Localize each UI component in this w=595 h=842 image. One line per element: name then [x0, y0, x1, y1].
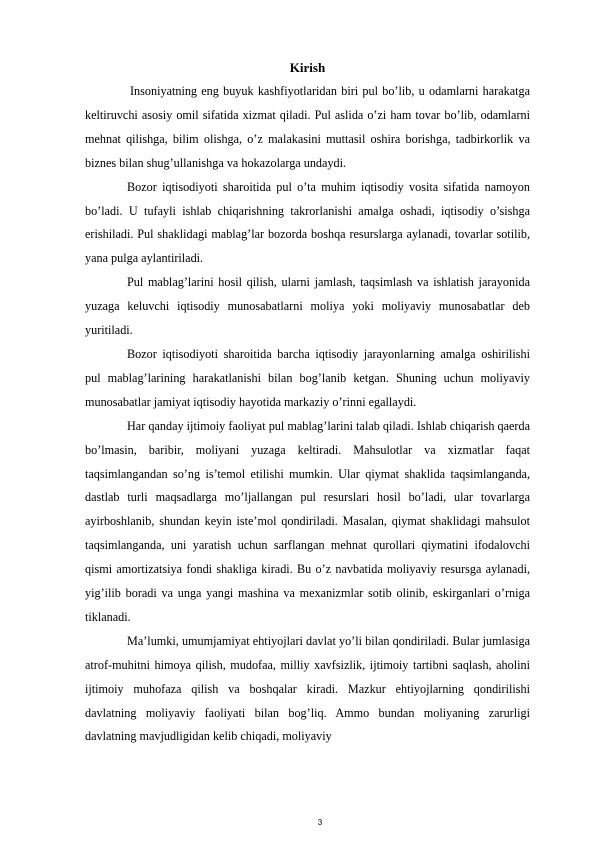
page-number: 3: [317, 818, 323, 827]
paragraph-3: Pul mablag’larini hosil qilish, ularni jamlash, taqsimlash va ishlatish jarayonida yuzaga keluvchi iqtisodiy munosabatlarni moliya yoki moliyaviy munosabatlar deb yuritiladi.: [85, 275, 530, 338]
paragraph-4: Bozor iqtisodiyoti sharoitida barcha iqtisodiy jarayonlarning amalga oshirilishi pul mablag’larining harakatlanishi bilan bog’lanib ketgan. Shuning uchun moliyaviy munosabatlar jamiyat iqtisodiy hayotida markaziy o’rinni egallaydi.: [85, 346, 530, 409]
page-title: Kirish: [289, 60, 326, 75]
paragraph-2: Bozor iqtisodiyoti sharoitida pul o’ta muhim iqtisodiy vosita sifatida namoyon bo’ladi. U tufayli ishlab chiqarishning takrorlanishi amalga oshadi, iqtisodiy o’sishga erishiladi. Pul shaklidagi mablag’lar bozorda boshqa resurslarga aylanadi, tovarlar sotilib, yana pulga aylantiriladi.: [85, 179, 530, 266]
paragraph-5: Har qanday ijtimoiy faoliyat pul mablag’larini talab qiladi. Ishlab chiqarish qaerda bo’lmasin, baribir, moliyani yuzaga keltiradi. Mahsulotlar va xizmatlar faqat taqsimlangandan so’ng is’temol etilishi mumkin. Ular qiymat shaklida taqsimlanganda, dastlab turli maqsadlarga mo’ljallangan pul resurslari hosil bo’ladi, ular tovarlarga ayirboshlanib, shundan keyin iste’mol qondiriladi. Masalan, qiymat shaklidagi mahsulot taqsimlanganda, uni yaratish uchun sarflangan mehnat qurollari qiymatini ifodalovchi qismi amortizatsiya fondi shakliga kiradi. Bu o’z navbatida moliyaviy resursga aylanadi, yig’ilib boradi va unga yangi mashina va mexanizmlar sotib olinib, eskirganlari o’rniga tiklanadi.: [85, 418, 530, 624]
document-body: [85, 56, 530, 749]
paragraph-6: Ma’lumki, umumjamiyat ehtiyojlari davlat yo’li bilan qondiriladi. Bular jumlasiga atrof-muhitni himoya qilish, mudofaa, milliy xavfsizlik, ijtimoiy tartibni saqlash, aholini ijtimoiy muhofaza qilish va boshqalar kiradi. Mazkur ehtiyojlarning qondirilishi davlatning moliyaviy faoliyati bilan bog’liq. Ammo bundan moliyaning zarurligi davlatning mavjudligidan kelib chiqadi, moliyaviy: [85, 633, 530, 744]
paragraph-1: Insoniyatning eng buyuk kashfiyotlaridan biri pul bo’lib, u odamlarni harakatga keltiruvchi asosiy omil sifatida xizmat qiladi. Pul aslida o’zi ham tovar bo’lib, odamlarni mehnat qilishga, bilim olishga, o’z malakasini muttasil oshira borishga, tadbirkorlik va biznes bilan shug’ullanishga va hokazolarga undaydi.: [85, 84, 530, 170]
